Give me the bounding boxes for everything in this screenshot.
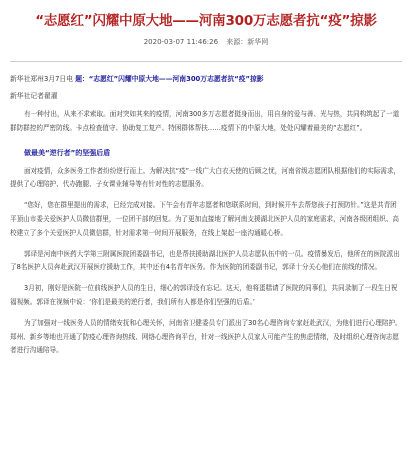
lead-title: 题：“志愿红”闪耀中原大地——河南300万志愿者抗“疫”掠影 [75, 75, 264, 83]
lead-prefix: 新华社郑州3月7日电 [10, 75, 74, 83]
intro-paragraph: 有一种付出，从来不求索取。面对突如其来的疫情，河南300多万志愿者挺身而出，用自身的爱与善、光与热，共同构筑起了一道群防群控的严密防线。卡点检查值守、协助复工复产、特困群体帮扶……疫情下的中原大地，处处闪耀着最美的“志愿红”。 [10, 110, 400, 132]
article-title: “志愿红”闪耀中原大地——河南300万志愿者抗“疫”掠影 [35, 13, 377, 29]
lead-line [10, 74, 402, 84]
article-meta [10, 37, 402, 47]
article-source: 来源：新华网 [226, 38, 269, 46]
body-paragraph: 3月初，刚好是医院一位前线医护人员的生日，细心的郭译没有忘记。这天，他将蛋糕请了医院的同事们，共同录制了一段生日祝福视频。郭译在视频中说：‘你们是最美的逆行者，我们所有人都是你们坚强的后盾。’ [10, 284, 398, 306]
title-divider [10, 61, 402, 62]
body-paragraph: 郭译是河南中医药大学第三附属医院团委副书记，也是帮扶援助湖北医护人员志愿队伍中的一员。疫情暴发后，他所在的医院派出了8名医护人员奔赴武汉开展医疗援助工作，其中还有4名青年医务。作为医院的团委副书记，郭译十分关心他们在前线的情况。 [10, 249, 400, 272]
body-paragraph: 为了加强对一线医务人员的情绪安抚和心理关怀，河南省卫健委员专门派出了30名心理咨询专家赶赴武汉，为他们进行心理陪护。郑州、新乡等地也开通了防疫心理咨询热线、网络心理咨询平台，针对一线医护人员家人可能产生的焦虑情绪，及时组织心理咨询志愿者进行沟通陪导。 [10, 318, 402, 355]
byline: 新华社记者翟濯 [10, 92, 58, 100]
body-paragraph: “您好，您在群里提出的需求，已经完成对接。下午会有青年志愿者和您联系时间，到时候开车去帮您孩子打预防针。”这是共青团平顶山市委关爱医护人员微信群里，一位团干部的回复。为了更加直接地了解河南支援湖北医护人员的家庭需求，河南各级团组织、高校建立了多个关爱医护人员微信群，针对需求第一时间开展服务，在线上架起一座沟通暖心桥。 [10, 201, 400, 237]
article-datetime: 2020-03-07 11:46:26 [143, 38, 219, 46]
body-paragraph: 面对疫情，众多医务工作者纷纷逆行而上。为解决抗“疫”一线广大白衣天使的后顾之忧，河南省级志愿团队根据他们的实际需求，提供了心理陪护、代办跑腿、子女课业辅导等有针对性的志愿服务。 [10, 166, 401, 189]
section-subhead: 做最美“逆行者”的坚强后盾 [24, 148, 111, 157]
